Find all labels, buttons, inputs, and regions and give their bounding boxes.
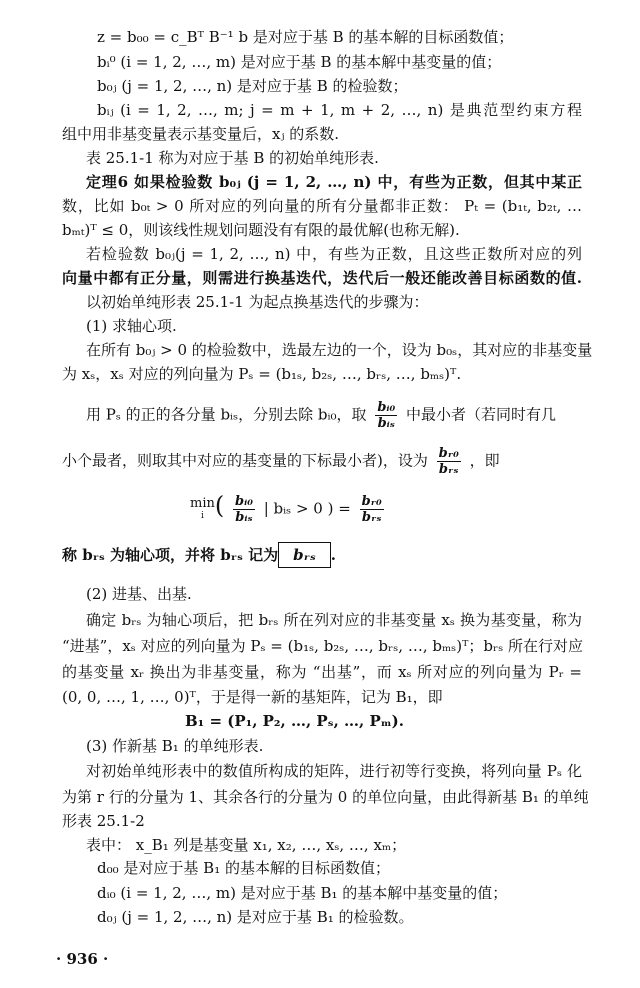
text-line: 的基变量 xᵣ 换出为非基变量，称为 “出基”，而 xₛ 所对应的列向量为 Pᵣ = [62,663,582,681]
numerator: bᵢ₀ [377,400,396,415]
text-line: z = b₀₀ = c_Bᵀ B⁻¹ b 是对应于基 B 的基本解的目标函数值； [97,28,514,46]
step-heading: (2) 进基、出基. [86,585,192,603]
text-line: (0, 0, …, 1, …, 0)ᵀ，于是得一新的基矩阵，记为 B₁，即 [62,688,443,706]
fraction [360,494,384,525]
numerator: bᵢ₀ [235,494,253,509]
text-line: d₀ⱼ (j = 1, 2, …, n) 是对应于基 B₁ 的检验数。 [97,908,414,926]
text: ，即 [469,451,500,470]
min-index: i [200,510,204,521]
theorem-line: 定理6 如果检验数 b₀ⱼ (j = 1, 2, …, n) 中，有些为正数，但其中某正 [86,173,582,191]
denominator: bᵢₛ [377,416,395,431]
text-line: 表 25.1-1 称为对应于基 B 的初始单纯形表. [86,149,379,167]
text-line: bₘₜ)ᵀ ≤ 0，则该线性规划问题没有有限的最优解(也称无解). [62,221,460,239]
pivot-box: bᵣₛ [278,542,331,568]
numerator: bᵣ₀ [438,446,459,461]
text-line: “进基”，xₛ 对应的列向量为 Pₛ = (b₁ₛ, b₂ₛ, …, bᵣₛ, …, bₘₛ)ᵀ；bᵣₛ 所在行对应 [62,637,584,655]
text-line: d₀₀ 是对应于基 B₁ 的基本解的目标函数值； [97,859,390,877]
text-line: 为 xₛ，xₛ 对应的列向量为 Pₛ = (b₁ₛ, b₂ₛ, …, bᵣₛ, …, bₘₛ)ᵀ. [62,365,462,383]
text-line: 对初始单纯形表中的数值所构成的矩阵，进行初等行变换，将列向量 Pₛ 化 [86,762,582,780]
text-line: bᵢ⁰ (i = 1, 2, …, m) 是对应于基 B 的基本解中基变量的值； [97,53,502,71]
paren: ( [214,491,225,520]
numerator: bᵣ₀ [361,494,382,509]
min-formula [190,491,388,525]
min-operator [190,495,215,522]
text-line: 形表 25.1-2 [62,812,145,830]
text-line: 表中： x_B₁ 列是基变量 x₁, x₂, …, xₛ, …, xₘ； [86,836,407,854]
text-line: dᵢ₀ (i = 1, 2, …, m) 是对应于基 B₁ 的基本解中基变量的值； [97,884,508,902]
text-line: 若检验数 b₀ⱼ(j = 1, 2, …, n) 中，有些为正数，且这些正数所对应的列 [86,245,582,263]
text-line: 以初始单纯形表 25.1-1 为起点换基迭代的步骤为： [86,293,429,311]
text: 称 bᵣₛ 为轴心项，并将 bᵣₛ 记为 [62,546,279,564]
text: 小个最者，则取其中对应的基变量的下标最小者)，设为 [62,451,428,470]
denominator: bᵣₛ [438,462,459,477]
text-line: 组中用非基变量表示基变量后，xⱼ 的系数. [62,125,339,143]
step-heading: (3) 作新基 B₁ 的单纯形表. [86,737,264,755]
text: 用 Pₛ 的正的各分量 bᵢₛ，分别去除 bᵢ₀，取 [86,405,367,424]
step-heading: (1) 求轴心项. [86,317,177,335]
ratio-line [86,400,556,431]
fraction [233,494,255,525]
page-number: · 936 · [56,950,109,968]
text-line: 确定 bᵣₛ 为轴心项后，把 bᵣₛ 所在列对应的非基变量 xₛ 换为基变量，称为 [86,611,582,629]
denominator: bᵣₛ [361,510,382,525]
ratio-line-2 [62,446,500,477]
min-text: min [190,495,215,511]
text-line: b₀ⱼ (j = 1, 2, …, n) 是对应于基 B 的检验数； [97,77,408,95]
text-line: 在所有 b₀ⱼ > 0 的检验数中，选最左边的一个，设为 b₀ₛ，其对应的非基变量 [86,341,593,359]
text-line: 数，比如 b₀ₜ > 0 所对应的列向量的所有分量都非正数： Pₜ = (b₁ₜ, b₂ₜ, … [62,197,582,215]
text-line: 为第 r 行的分量为 1、其余各行的分量为 0 的单位向量，由此得新基 B₁ 的单纯 [62,788,589,806]
fraction [375,400,397,431]
condition: | bᵢₛ > 0 ) = [263,499,351,518]
pivot-line [62,542,336,568]
text-line: bᵢⱼ (i = 1, 2, …, m; j = m + 1, m + 2, …, n) 是典范型约束方程 [97,101,582,119]
denominator: bᵢₛ [235,510,253,525]
text: 中最小者（若同时有几 [406,405,557,424]
formula-line: B₁ = (P₁, P₂, …, Pₛ, …, Pₘ). [185,712,405,730]
fraction [437,446,461,477]
text: . [330,546,336,564]
text-line: 向量中都有正分量，则需进行换基迭代，迭代后一般还能改善目标函数的值. [62,269,582,287]
